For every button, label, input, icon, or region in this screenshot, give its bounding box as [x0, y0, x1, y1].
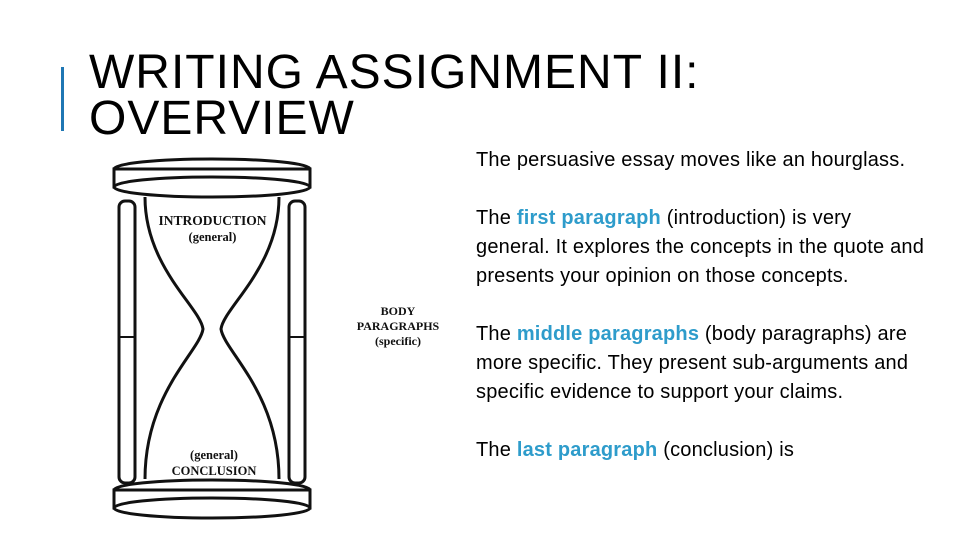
body-sub-label: (specific): [375, 334, 421, 348]
hourglass-conclusion-label: [158, 447, 270, 479]
paragraph-2: [476, 204, 926, 291]
p3-post: (body paragraphs) are more specific. They present sub-arguments and specific evidence to support your claims.: [476, 323, 909, 403]
hourglass-body-label: [352, 304, 444, 349]
p4-highlight: last paragraph: [516, 439, 658, 461]
title-line-1: WRITING ASSIGNMENT II:: [89, 46, 700, 99]
p2-post: (introduction) is very general. It explores the concepts in the quote and presents your opinion on those concepts.: [476, 207, 925, 287]
title-line-2: OVERVIEW: [89, 92, 355, 145]
slide-body-text: [476, 146, 926, 494]
title-accent-bar: [61, 67, 64, 131]
hourglass-intro-label: [150, 213, 275, 245]
p3-highlight: middle paragraphs: [516, 323, 700, 345]
conclusion-sub-label: (general): [190, 448, 238, 462]
p2-highlight: first paragraph: [516, 207, 661, 229]
p3-pre: The: [476, 323, 517, 345]
body-label-line-2: PARAGRAPHS: [356, 319, 440, 333]
p4-post: (conclusion) is: [657, 439, 795, 461]
intro-sub-label: (general): [188, 230, 237, 244]
intro-label: INTRODUCTION: [158, 213, 267, 228]
conclusion-label: CONCLUSION: [171, 464, 257, 478]
paragraph-1: The persuasive essay moves like an hourglass.: [476, 149, 906, 171]
slide-title: [89, 46, 700, 145]
p2-pre: The: [476, 207, 517, 229]
p4-pre: The: [476, 439, 517, 461]
paragraph-4: [476, 436, 926, 465]
body-label-line-1: BODY: [380, 304, 416, 318]
paragraph-3: [476, 320, 926, 407]
